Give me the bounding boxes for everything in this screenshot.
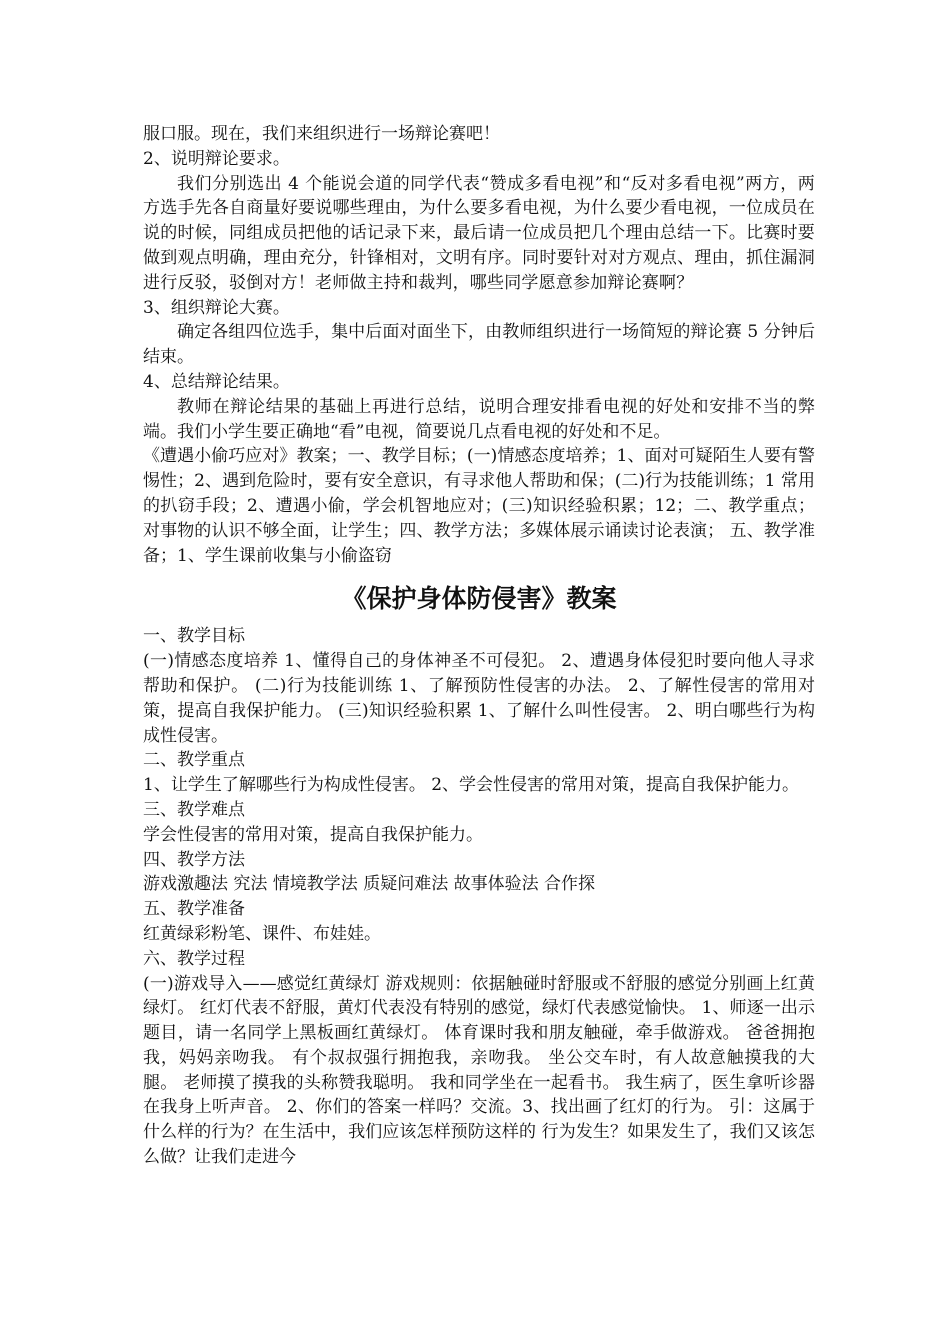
paragraph-teaching-methods: 游戏激趣法 究法 情境教学法 质疑问难法 故事体验法 合作探 [143,874,596,895]
heading-organize-debate: 3、组织辩论大赛。 [143,297,290,318]
heading-teaching-methods: 四、教学方法 [143,849,245,870]
heading-teaching-focus: 二、教学重点 [143,750,245,771]
heading-teaching-difficulty: 三、教学难点 [143,799,245,820]
paragraph-thief-lesson-summary: 《遭遇小偷巧应对》教案；一、教学目标；(一)情感态度培养；1、面对可疑陌生人要有警惕性；2、遇到危险时，要有安全意识，有寻求他人帮助和保；(二)行为技能训练；1 常用的扒窃手段；2、遭遇小偷，学会机智地应对；(三)知识经验积累；12；二、教学重点；对事物的认识不够全面，让学生；四、教学方法；多媒体展示诵读讨论表演； 五、教学准备；1、学生课前收集与小偷盗窃 [143,446,815,566]
paragraph-teaching-process: (一)游戏导入——感觉红黄绿灯 游戏规则：依据触碰时舒服或不舒服的感觉分别画上红黄绿灯。 红灯代表不舒服，黄灯代表没有特别的感觉，绿灯代表感觉愉快。 1、师逐一出示题目，请一名同学上黑板画红黄绿灯。 体育课时我和朋友触碰，牵手做游戏。 爸爸拥抱我，妈妈亲吻我。 有个叔叔强行拥抱我，亲吻我。 坐公交车时，有人故意触摸我的大腿。 老师摸了摸我的头称赞我聪明。 我和同学坐在一起看书。 我生病了，医生拿听诊器在我身上听声音。 2、你们的答案一样吗？交流。3、找出画了红灯的行为。 引：这属于什么样的行为？在生活中，我们应该怎样预防这样的 行为发生？如果发生了，我们又该怎么做？让我们走进今 [143,973,815,1168]
document-title: 《保护身体防侵害》教案 [341,584,617,614]
paragraph-teaching-preparation: 红黄绿彩粉笔、课件、布娃娃。 [143,923,381,944]
heading-teaching-preparation: 五、教学准备 [143,899,245,920]
paragraph-teaching-goals: (一)情感态度培养 1、懂得自己的身体神圣不可侵犯。 2、遭遇身体侵犯时要向他人寻求帮助和保护。 (二)行为技能训练 1、了解预防性侵害的办法。 2、了解性侵害的常用对策，提高自我保护能力。 (三)知识经验积累 1、了解什么叫性侵害。 2、明白哪些行为构成性侵害。 [143,651,815,746]
heading-debate-requirements: 2、说明辩论要求。 [143,148,290,169]
paragraph-debate-intro-end: 服口服。现在，我们来组织进行一场辩论赛吧！ [143,124,500,144]
paragraph-organize-debate: 确定各组四位选手，集中后面对面坐下，由教师组织进行一场简短的辩论赛 5 分钟后结束。 [143,322,815,368]
paragraph-summarize-debate: 教师在辩论结果的基础上再进行总结，说明合理安排看电视的好处和安排不当的弊端。我们小学生要正确地“看”电视，简要说几点看电视的好处和不足。 [143,396,815,442]
heading-teaching-process: 六、教学过程 [143,948,245,969]
paragraph-teaching-focus: 1、让学生了解哪些行为构成性侵害。 2、学会性侵害的常用对策，提高自我保护能力。 [143,775,800,796]
paragraph-debate-requirements: 我们分别选出 4 个能说会道的同学代表“赞成多看电视”和“反对多看电视”两方，两方选手先各自商量好要说哪些理由，为什么要多看电视，为什么要少看电视，一位成员在说的时候，同组成员把他的话记录下来，最后请一位成员把几个理由总结一下。比赛时要做到观点明确，理由充分，针锋相对，文明有序。同时要针对对方观点、理由，抓住漏洞进行反驳，驳倒对方！老师做主持和裁判，哪些同学愿意参加辩论赛啊？ [143,173,815,293]
heading-teaching-goals: 一、教学目标 [143,626,245,647]
paragraph-teaching-difficulty: 学会性侵害的常用对策，提高自我保护能力。 [143,824,483,845]
document-page [143,122,815,1170]
heading-summarize-debate: 4、总结辩论结果。 [143,371,290,392]
